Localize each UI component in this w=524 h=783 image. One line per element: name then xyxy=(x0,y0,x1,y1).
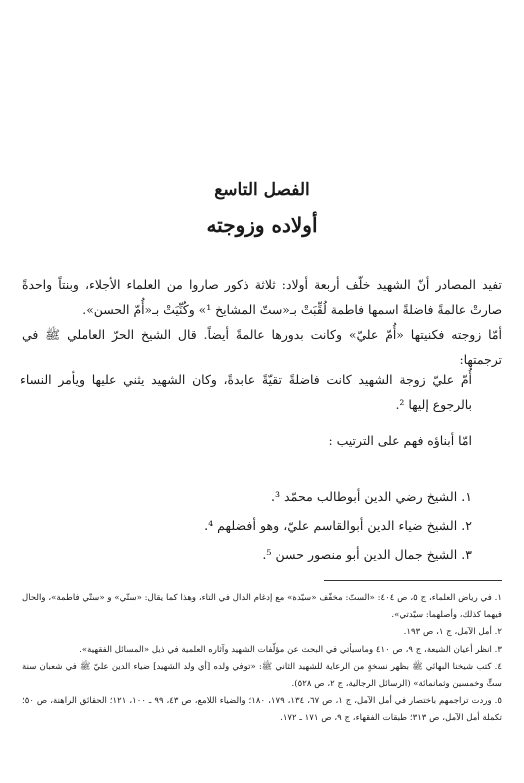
body-text xyxy=(22,272,502,372)
sons-list xyxy=(32,482,472,569)
footnotes xyxy=(22,590,502,727)
footnote: ١. في رياض العلماء، ج ٥، ص ٤٠٤: «الستّ: مخفّف «سيّدة» مع إدغام الدال في التاء، وهذا كما يقال: «ستّي» و «ستّي فاطمة»، والحال فيهما كذلك، وأصلهما: سيّدتي». xyxy=(22,593,502,620)
list-item: ١. الشيخ رضي الدين أبوطالب محمّد ³. xyxy=(270,489,472,504)
list-intro: امّا أبناؤه فهم على الترتيب : xyxy=(328,433,472,448)
paragraph: تفيد المصادر أنّ الشهيد خلّف أربعة أولاد: ثلاثة ذكور صاروا من العلماء الأجلاء، وبنتاً واحدةً صارتْ عالمةً فاضلةً اسمها فاطمة لُقِّبَتْ بـ«ستّ المشايخ ¹» وكُنِّيَتْ بـ«أُمّ الحسن». xyxy=(22,277,502,317)
section-title: أولاده وزوجته xyxy=(206,213,318,237)
footnote: ٤. كتب شيخنا البهائي ﷺ بظهر نسخةٍ من الرعاية للشهيد الثاني ﷺ: «توفي ولده [أي ولد الشهيد] ضياء الدين عليّ ﷺ في شعبان سنة ستٍّ وخمسين وثمانمائة» (الرسائل الرجالية، ج ٢، ص ٥٢٨). xyxy=(22,662,502,689)
footnote: ٣. انظر أعيان الشيعة، ج ٩، ص ٤١٠ وماسيأتي في البحث عن مؤلّفات الشهيد وآثاره العلمية في ذيل «المسائل الفقهية». xyxy=(79,644,502,655)
chapter-heading: الفصل التاسع xyxy=(214,180,310,200)
list-item: ٢. الشيخ ضياء الدين أبوالقاسم عليّ، وهو أفضلهم ⁴. xyxy=(204,518,472,533)
quote-text: أُمّ عليّ زوجة الشهيد كانت فاضلةً تقيّةً عابدةً، وكان الشهيد يثني عليها ويأمر النساء بالرجوع إليها ². xyxy=(20,372,472,412)
footnote-divider xyxy=(324,580,502,581)
quotation xyxy=(20,367,472,417)
list-item: ٣. الشيخ جمال الدين أبو منصور حسن ⁵. xyxy=(262,547,472,562)
footnote: ٥. وردت تراجمهم باختصار في أمل الآمل، ج ١، ص ٦٧، ١٣٤، ١٧٩، ١٨٠؛ والضياء اللامع، ص ٤٣، ٩٩ ـ ١٠٠، ١٢١؛ الحقائق الراهنة، ص ٥٠؛ تكملة أمل الآمل، ص ٣١٣؛ طبقات الفقهاء، ج ٩، ص ١٧١ ـ ١٧٢. xyxy=(22,696,502,723)
paragraph: أمّا زوجته فكنيتها «أُمّ عليّ» وكانت بدورها عالمةً أيضاً. قال الشيخ الحرّ العاملي ﷺ في ترجمتها: xyxy=(22,327,502,367)
footnote: ٢. أمل الآمل، ج ١، ص ١٩٣. xyxy=(403,627,502,637)
